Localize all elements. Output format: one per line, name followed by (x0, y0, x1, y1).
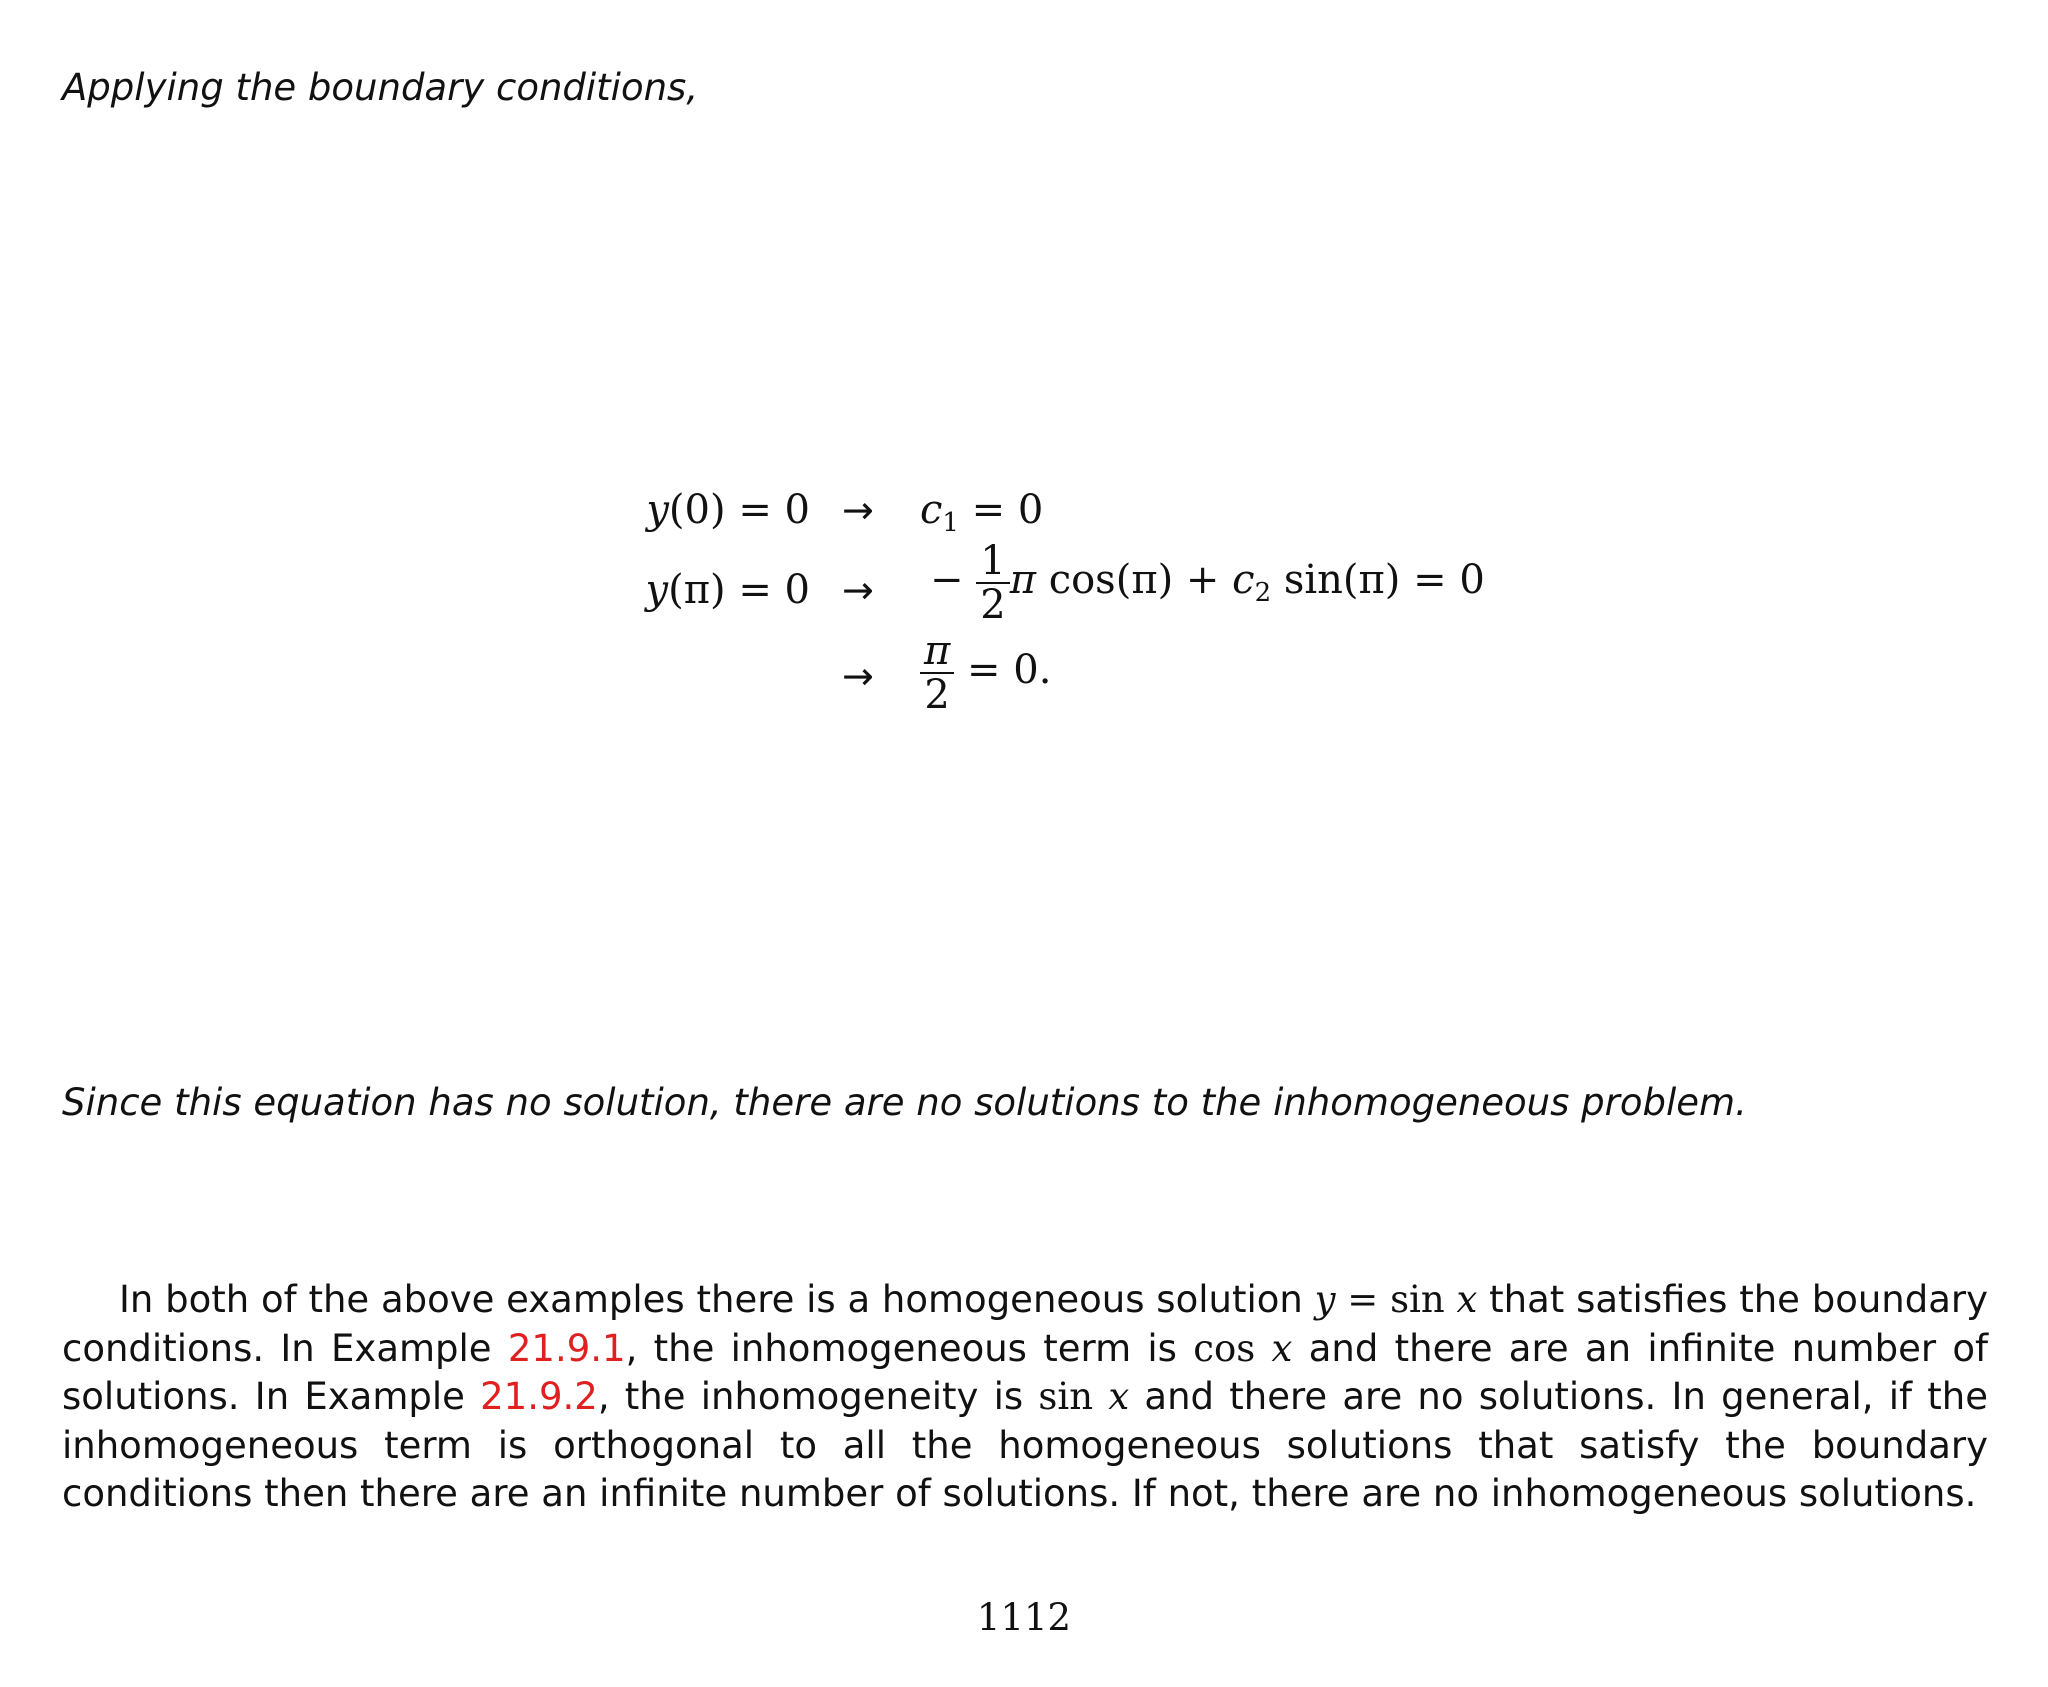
inline-math-cosx (1193, 1327, 1292, 1370)
conclusion-text: Since this equation has no solution, there are no solutions to the inhomogeneous problem. (62, 1081, 1747, 1124)
math-sin: sin (1038, 1375, 1109, 1418)
math-y: y (1314, 1278, 1336, 1321)
eq1-arrow: → (842, 488, 874, 532)
eq2-rhs-sub: 2 (1254, 578, 1272, 608)
page-number: 1112 (976, 1596, 1072, 1639)
body-paragraph (62, 1276, 1988, 1519)
eq3-rhs-eq: = 0. (967, 647, 1052, 693)
paragraph-text-5: , the inhomogeneity is (597, 1375, 1039, 1418)
eq2-lhs-fn: y (645, 567, 669, 613)
math-x: x (1108, 1375, 1130, 1418)
example-link-21-9-2[interactable]: 21.9.2 (480, 1375, 598, 1418)
eq3-fraction (920, 630, 954, 716)
eq2-term-cos: cos(π) + (1035, 557, 1233, 603)
eq2-rhs-var: c (1232, 557, 1255, 603)
eq1-lhs-arg: (0) (668, 487, 726, 533)
eq2-frac-den: 2 (976, 582, 1009, 626)
eq3-frac-num: π (924, 628, 951, 674)
paragraph-text-4: and there are an infinite number of solutions. In Example (62, 1326, 1989, 1418)
eq2-lhs-eq: = 0 (738, 567, 810, 613)
eq2-term-pi: π (1009, 557, 1036, 603)
eq1-rhs-eq: = 0 (971, 487, 1044, 533)
intro-text: Applying the boundary conditions, (62, 66, 699, 109)
example-link-21-9-1[interactable]: 21.9.1 (507, 1326, 626, 1370)
eq1-lhs-fn: y (646, 487, 669, 533)
paragraph-text-6: and there are no solutions. In general, if the inhomogeneous term is orthogonal to all the homogeneous solutions that satisfy the boundary conditions then there are an infinite number of solutions. If not, there are no inhomogeneous solutions. (62, 1375, 1988, 1515)
math-x: x (1271, 1326, 1293, 1370)
eq2-fraction (976, 540, 1009, 626)
eq1-lhs-eq: = 0 (738, 487, 810, 533)
eq2-lhs-arg: (π) (668, 567, 726, 613)
eq1-rhs-var: c (920, 487, 943, 533)
eq2-minus: − (930, 557, 964, 603)
inline-math-sinx (1038, 1375, 1129, 1418)
eq2-lhs (640, 566, 810, 614)
paragraph-text-1: In both of the above examples there is a homogeneous solution (119, 1278, 1315, 1321)
eq1-rhs-sub: 1 (942, 508, 959, 538)
eq1-lhs (640, 486, 810, 534)
eq3-arrow: → (842, 654, 874, 698)
math-cos: cos (1193, 1326, 1272, 1370)
eq2-term-sin: sin(π) = 0 (1271, 557, 1485, 603)
paragraph-text-3: , the inhomogeneous term is (625, 1326, 1194, 1370)
eq2-frac-num: 1 (980, 538, 1006, 584)
math-eq-sin: = sin (1335, 1278, 1457, 1321)
eq2-arrow: → (842, 568, 874, 612)
math-x: x (1456, 1278, 1478, 1321)
eq3-frac-den: 2 (920, 672, 954, 716)
eq2-rhs (930, 540, 1485, 626)
paragraph-text-2: that satisfies the boundary conditions. In Example (62, 1278, 1989, 1370)
eq3-rhs (920, 630, 1051, 716)
inline-math-y-sinx (1315, 1278, 1478, 1321)
